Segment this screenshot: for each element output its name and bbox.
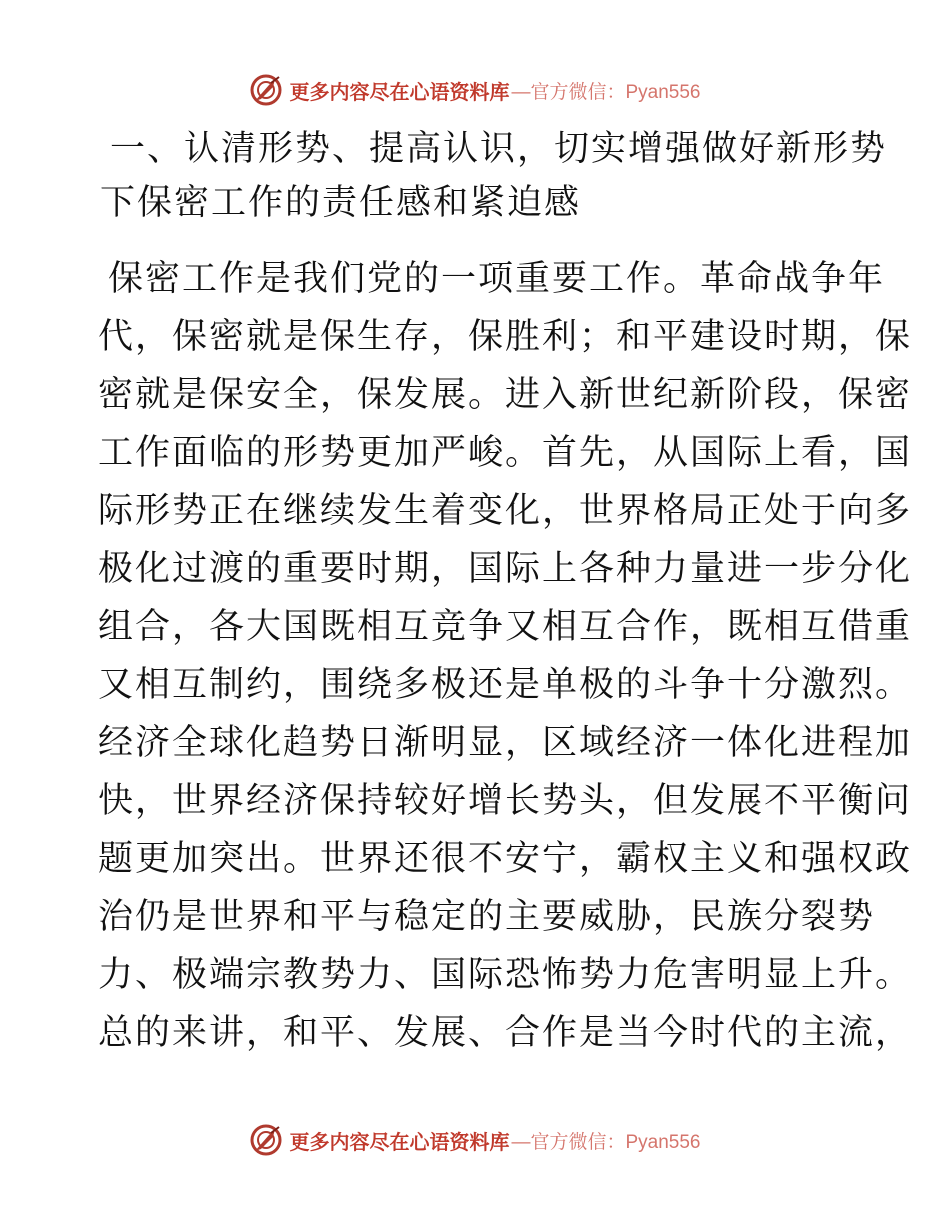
body-line: 代，保密就是保生存，保胜利；和平建设时期，保 — [98, 317, 913, 357]
body-line: 力、极端宗教势力、国际恐怖势力危害明显上升。 — [98, 955, 913, 995]
body-line: 组合，各大国既相互竞争又相互合作，既相互借重 — [98, 607, 913, 647]
heading-line: 下保密工作的责任感和紧迫感 — [100, 183, 582, 223]
watermark-text: 更多内容尽在心语资料库 — [289, 1129, 510, 1154]
brand-logo-icon — [249, 1123, 283, 1157]
watermark-text: 更多内容尽在心语资料库 — [289, 79, 510, 104]
body-line: 工作面临的形势更加严峻。首先，从国际上看，国 — [98, 433, 913, 473]
body-line: 极化过渡的重要时期，国际上各种力量进一步分化 — [98, 549, 913, 589]
body-paragraph — [98, 250, 913, 1062]
watermark-contact: —官方微信：Pyan556 — [511, 1131, 701, 1153]
header-watermark — [0, 70, 950, 110]
body-line: 治仍是世界和平与稳定的主要威胁，民族分裂势 — [98, 897, 876, 937]
body-line: 密就是保安全，保发展。进入新世纪新阶段，保密 — [98, 375, 913, 415]
body-line: 又相互制约，围绕多极还是单极的斗争十分激烈。 — [98, 665, 913, 705]
body-line: 经济全球化趋势日渐明显，区域经济一体化进程加 — [98, 723, 913, 763]
watermark-contact: —官方微信：Pyan556 — [511, 81, 701, 103]
brand-logo-icon — [249, 73, 283, 107]
body-line: 总的来讲，和平、发展、合作是当今时代的主流， — [98, 1013, 913, 1053]
heading-line: 一、认清形势、提高认识，切实增强做好新形势 — [110, 129, 888, 169]
body-line: 际形势正在继续发生着变化，世界格局正处于向多 — [98, 491, 913, 531]
body-line: 保密工作是我们党的一项重要工作。革命战争年 — [108, 259, 886, 299]
body-line: 题更加突出。世界还很不安宁，霸权主义和强权政 — [98, 839, 913, 879]
section-heading — [100, 122, 888, 230]
body-line: 快，世界经济保持较好增长势头，但发展不平衡问 — [98, 781, 913, 821]
footer-watermark — [0, 1120, 950, 1160]
